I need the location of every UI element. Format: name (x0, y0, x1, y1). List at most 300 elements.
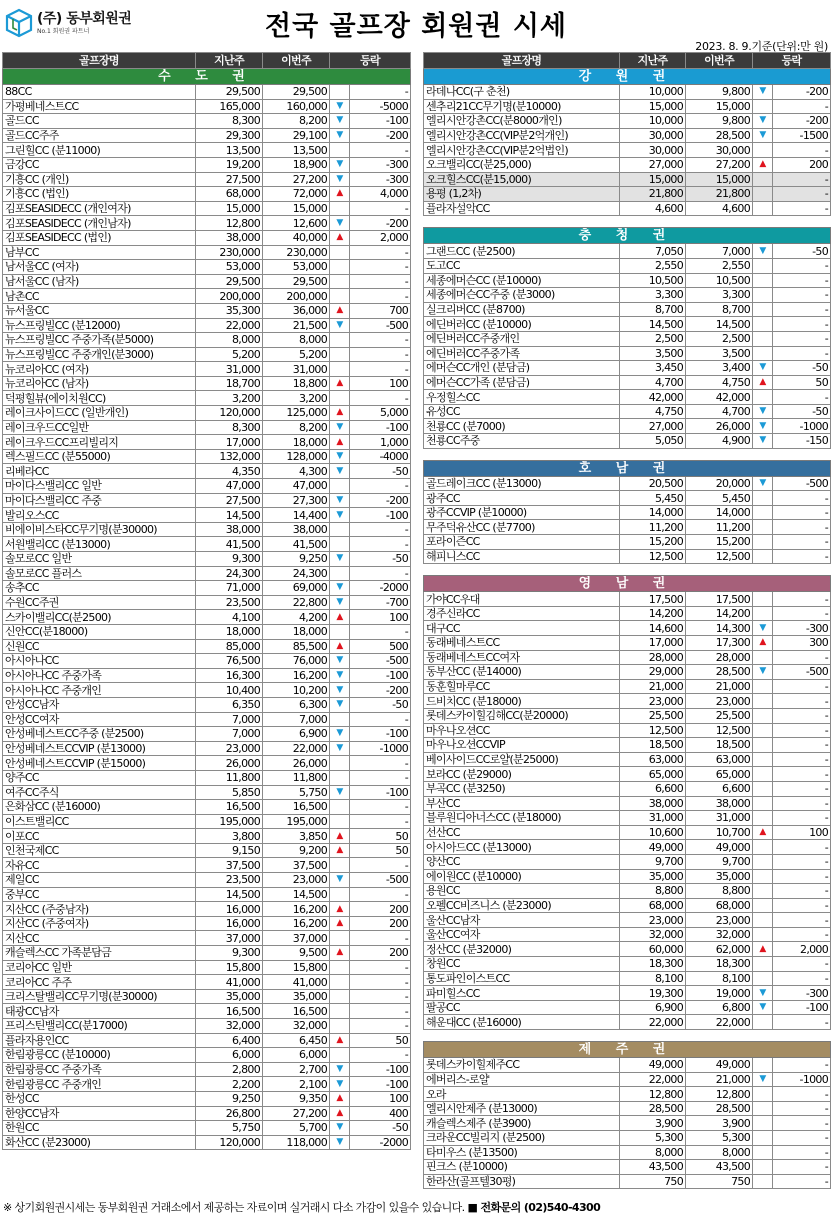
golf-course-name: 크리스탈밸리CC무기명(분30000) (3, 989, 196, 1004)
last-week-price: 8,000 (196, 333, 263, 348)
trend-indicator (330, 697, 350, 712)
this-week-price: 14,000 (686, 505, 753, 520)
price-change: -50 (773, 244, 831, 259)
price-change: 4,000 (350, 187, 411, 202)
triangle-up-icon: ▲ (336, 436, 343, 447)
this-week-price: 32,000 (263, 1019, 330, 1034)
golf-course-name: 신원CC (3, 639, 196, 654)
this-week-price: 28,000 (686, 650, 753, 665)
price-change: - (350, 566, 411, 581)
price-change: - (773, 172, 831, 187)
table-row (424, 1072, 831, 1087)
triangle-down-icon: ▼ (336, 1064, 343, 1075)
trend-indicator (330, 1019, 350, 1034)
last-week-price: 26,800 (196, 1106, 263, 1121)
last-week-price: 5,200 (196, 347, 263, 362)
triangle-down-icon: ▼ (336, 597, 343, 608)
trend-indicator (753, 913, 773, 928)
last-week-price: 12,500 (620, 723, 686, 738)
this-week-price: 24,300 (263, 566, 330, 581)
price-change: - (350, 756, 411, 771)
trend-indicator (753, 1174, 773, 1189)
last-week-price: 85,000 (196, 639, 263, 654)
trend-indicator (753, 1058, 773, 1073)
price-change: - (773, 650, 831, 665)
price-change: - (773, 549, 831, 564)
table-row (424, 636, 831, 651)
table-row (3, 1019, 411, 1034)
table-row (424, 476, 831, 491)
golf-course-name: 여주CC주식 (3, 785, 196, 800)
trend-indicator (330, 552, 350, 567)
triangle-down-icon: ▼ (336, 699, 343, 710)
this-week-price: 6,450 (263, 1033, 330, 1048)
price-change: - (773, 1174, 831, 1189)
this-week-price: 6,800 (686, 1000, 753, 1015)
last-week-price: 37,000 (196, 931, 263, 946)
price-change: 200 (350, 916, 411, 931)
trend-indicator (753, 869, 773, 884)
table-row (424, 317, 831, 332)
this-week-price: 17,300 (686, 636, 753, 651)
this-week-price: 27,200 (686, 157, 753, 172)
this-week-price: 14,500 (263, 887, 330, 902)
trend-indicator (753, 1160, 773, 1175)
price-change: - (773, 723, 831, 738)
golf-course-name: 대구CC (424, 621, 620, 636)
region-title: 수 도 권 (3, 69, 411, 85)
last-week-price: 16,500 (196, 800, 263, 815)
table-row (3, 552, 411, 567)
last-week-price: 6,900 (620, 1000, 686, 1015)
table-row (424, 942, 831, 957)
golf-course-name: 캐슬렉스CC 가족분담금 (3, 946, 196, 961)
trend-indicator (753, 1131, 773, 1146)
triangle-up-icon: ▲ (336, 845, 343, 856)
trend-indicator (753, 244, 773, 259)
table-row (424, 1131, 831, 1146)
trend-indicator (753, 143, 773, 158)
triangle-down-icon: ▼ (759, 406, 766, 417)
golf-course-name: 지산CC (주중남자) (3, 902, 196, 917)
triangle-up-icon: ▲ (336, 918, 343, 929)
triangle-down-icon: ▼ (759, 245, 766, 256)
golf-course-name: 뉴스프링빌CC (분12000) (3, 318, 196, 333)
this-week-price: 38,000 (263, 522, 330, 537)
golf-course-name: 이스트밸리CC (3, 814, 196, 829)
table-row (3, 975, 411, 990)
column-header-this-week: 이번주 (686, 53, 753, 69)
this-week-price: 3,400 (686, 361, 753, 376)
trend-indicator (330, 770, 350, 785)
this-week-price: 29,100 (263, 128, 330, 143)
price-change: - (773, 535, 831, 550)
price-change: -1000 (773, 419, 831, 434)
last-week-price: 27,000 (620, 419, 686, 434)
triangle-down-icon: ▼ (336, 100, 343, 111)
price-change: - (773, 1116, 831, 1131)
table-row (3, 668, 411, 683)
triangle-up-icon: ▲ (336, 830, 343, 841)
golf-course-name: 울산CC남자 (424, 913, 620, 928)
golf-course-name: 그랜드CC (분2500) (424, 244, 620, 259)
trend-indicator (753, 665, 773, 680)
last-week-price: 12,800 (196, 216, 263, 231)
price-change: - (350, 858, 411, 873)
table-row (424, 1058, 831, 1073)
golf-course-name: 도고CC (424, 258, 620, 273)
last-week-price: 35,000 (620, 869, 686, 884)
this-week-price: 14,300 (686, 621, 753, 636)
section-gap (424, 216, 831, 228)
table-row (424, 884, 831, 899)
golf-course-name: 기흥CC (개인) (3, 172, 196, 187)
golf-course-name: 아시아드CC (분13000) (424, 840, 620, 855)
golf-course-name: 한라산(골프텔30평) (424, 1174, 620, 1189)
last-week-price: 23,000 (620, 913, 686, 928)
table-row (3, 1135, 411, 1150)
triangle-down-icon: ▼ (759, 477, 766, 488)
trend-indicator (753, 114, 773, 129)
price-change: 100 (350, 1091, 411, 1106)
region-header-row (424, 228, 831, 244)
table-row (3, 114, 411, 129)
trend-indicator (753, 1101, 773, 1116)
page-title: 전국 골프장 회원권 시세 (264, 11, 568, 42)
trend-indicator (753, 986, 773, 1001)
this-week-price: 28,500 (686, 1101, 753, 1116)
price-change: - (350, 362, 411, 377)
this-week-price: 21,800 (686, 187, 753, 202)
golf-course-name: 제일CC (3, 873, 196, 888)
golf-course-name: 프리스틴밸리CC(분17000) (3, 1019, 196, 1034)
price-change: - (773, 273, 831, 288)
table-row (3, 1091, 411, 1106)
triangle-down-icon: ▼ (759, 987, 766, 998)
table-row (424, 606, 831, 621)
golf-course-name: 코리아CC 일반 (3, 960, 196, 975)
price-change: - (350, 347, 411, 362)
region-title: 충 청 권 (424, 228, 831, 244)
this-week-price: 3,200 (263, 391, 330, 406)
price-change: -50 (773, 404, 831, 419)
triangle-up-icon: ▲ (336, 188, 343, 199)
last-week-price: 7,050 (620, 244, 686, 259)
this-week-price: 6,300 (263, 697, 330, 712)
this-week-price: 65,000 (686, 767, 753, 782)
table-row (3, 537, 411, 552)
last-week-price: 3,450 (620, 361, 686, 376)
last-week-price: 8,300 (196, 420, 263, 435)
trend-indicator (753, 157, 773, 172)
trend-indicator (330, 508, 350, 523)
last-week-price: 49,000 (620, 1058, 686, 1073)
golf-course-name: 양산CC (424, 854, 620, 869)
trend-indicator (330, 260, 350, 275)
trend-indicator (753, 535, 773, 550)
this-week-price: 15,800 (263, 960, 330, 975)
last-week-price: 18,000 (196, 624, 263, 639)
table-row (424, 302, 831, 317)
triangle-down-icon: ▼ (759, 1073, 766, 1084)
table-row (424, 665, 831, 680)
this-week-price: 8,200 (263, 114, 330, 129)
last-week-price: 31,000 (196, 362, 263, 377)
table-row (424, 535, 831, 550)
last-week-price: 35,300 (196, 303, 263, 318)
last-week-price: 19,300 (620, 986, 686, 1001)
trend-indicator (330, 1091, 350, 1106)
golf-course-name: 뉴코리아CC (여자) (3, 362, 196, 377)
last-week-price: 16,000 (196, 916, 263, 931)
triangle-down-icon: ▼ (759, 622, 766, 633)
price-change: -1000 (350, 741, 411, 756)
this-week-price: 31,000 (686, 811, 753, 826)
table-row (424, 157, 831, 172)
golf-course-name: 골드CC (3, 114, 196, 129)
price-change: - (773, 781, 831, 796)
price-change: - (350, 814, 411, 829)
last-week-price: 200,000 (196, 289, 263, 304)
table-row (3, 260, 411, 275)
price-change: -500 (350, 318, 411, 333)
trend-indicator (330, 128, 350, 143)
trend-indicator (753, 1015, 773, 1030)
golf-course-name: 솔모로CC 플러스 (3, 566, 196, 581)
golf-course-name: 용원CC (424, 884, 620, 899)
price-change: 100 (350, 610, 411, 625)
price-change: - (773, 811, 831, 826)
last-week-price: 8,700 (620, 302, 686, 317)
table-row (3, 157, 411, 172)
table-row (3, 493, 411, 508)
date-unit-label: 2023. 8. 9.기준(단위:만 원) (695, 40, 828, 53)
trend-indicator (330, 362, 350, 377)
this-week-price: 16,200 (263, 668, 330, 683)
golf-course-name: 오크밸리CC(분25,000) (424, 157, 620, 172)
golf-course-name: 88CC (3, 85, 196, 100)
section-gap-cell (424, 1030, 831, 1042)
last-week-price: 9,150 (196, 843, 263, 858)
triangle-down-icon: ▼ (336, 670, 343, 681)
price-change: - (773, 390, 831, 405)
trend-indicator (753, 346, 773, 361)
table-row (3, 581, 411, 596)
table-row (424, 781, 831, 796)
this-week-price: 160,000 (263, 99, 330, 114)
price-change: -200 (773, 114, 831, 129)
last-week-price: 132,000 (196, 449, 263, 464)
trend-indicator (330, 654, 350, 669)
disclaimer-text: ※ 상기회원권시세는 동부회원권 거래소에서 제공하는 자료이며 실거래시 다소 가감이 있을수 있습니다. (3, 1201, 465, 1214)
last-week-price: 5,300 (620, 1131, 686, 1146)
trend-indicator (330, 537, 350, 552)
price-change: - (773, 869, 831, 884)
golf-course-name: 그린힐CC (분11000) (3, 143, 196, 158)
golf-course-name: 엘리시안강촌CC(분8000개인) (424, 114, 620, 129)
this-week-price: 118,000 (263, 1135, 330, 1150)
price-change: - (773, 679, 831, 694)
price-change: - (350, 537, 411, 552)
table-row (3, 873, 411, 888)
this-week-price: 30,000 (686, 143, 753, 158)
table-row (424, 723, 831, 738)
table-row (3, 508, 411, 523)
golf-course-name: 수원CC주권 (3, 595, 196, 610)
trend-indicator (753, 375, 773, 390)
table-row (424, 390, 831, 405)
trend-indicator (753, 258, 773, 273)
golf-course-name: 인천국제CC (3, 843, 196, 858)
this-week-price: 5,200 (263, 347, 330, 362)
this-week-price: 2,100 (263, 1077, 330, 1092)
golf-course-name: 남촌CC (3, 289, 196, 304)
golf-course-name: 핀크스 (분10000) (424, 1160, 620, 1175)
this-week-price: 32,000 (686, 927, 753, 942)
this-week-price: 12,500 (686, 549, 753, 564)
triangle-down-icon: ▼ (336, 217, 343, 228)
triangle-up-icon: ▲ (336, 947, 343, 958)
this-week-price: 22,000 (686, 1015, 753, 1030)
golf-course-name: 플라자용인CC (3, 1033, 196, 1048)
golf-course-name: 마우나오션CCVIP (424, 738, 620, 753)
trend-indicator (753, 288, 773, 303)
this-week-price: 28,500 (686, 128, 753, 143)
golf-course-name: 동래베네스트CC여자 (424, 650, 620, 665)
trend-indicator (753, 825, 773, 840)
triangle-up-icon: ▲ (336, 378, 343, 389)
this-week-price: 35,000 (263, 989, 330, 1004)
golf-course-name: 양주CC (3, 770, 196, 785)
table-row (3, 610, 411, 625)
golf-course-name: 에딘버러CC (분10000) (424, 317, 620, 332)
table-row (3, 624, 411, 639)
logo-subtitle: No.1 회원권 파트너 (37, 27, 90, 35)
last-week-price: 10,400 (196, 683, 263, 698)
price-change: -100 (350, 1077, 411, 1092)
price-change: - (350, 245, 411, 260)
triangle-down-icon: ▼ (336, 130, 343, 141)
trend-indicator (330, 843, 350, 858)
table-row (424, 273, 831, 288)
last-week-price: 11,800 (196, 770, 263, 785)
this-week-price: 16,500 (263, 800, 330, 815)
price-change: -150 (773, 434, 831, 449)
trend-indicator (330, 318, 350, 333)
this-week-price: 41,500 (263, 537, 330, 552)
this-week-price: 10,200 (263, 683, 330, 698)
last-week-price: 750 (620, 1174, 686, 1189)
price-change: - (773, 1015, 831, 1030)
golf-course-name: 리베라CC (3, 464, 196, 479)
golf-course-name: 통도파인이스트CC (424, 971, 620, 986)
price-change: - (773, 187, 831, 202)
trend-indicator (330, 610, 350, 625)
last-week-price: 27,500 (196, 493, 263, 508)
trend-indicator (330, 814, 350, 829)
golf-course-name: 마우나오션CC (424, 723, 620, 738)
this-week-price: 12,600 (263, 216, 330, 231)
price-change: 200 (350, 946, 411, 961)
golf-course-name: 안성베네스트CCVIP (분15000) (3, 756, 196, 771)
last-week-price: 35,000 (196, 989, 263, 1004)
last-week-price: 32,000 (196, 1019, 263, 1034)
price-change: 100 (350, 376, 411, 391)
last-week-price: 27,500 (196, 172, 263, 187)
golf-course-name: 아시아나CC (3, 654, 196, 669)
last-week-price: 8,000 (620, 1145, 686, 1160)
triangle-down-icon: ▼ (759, 115, 766, 126)
golf-course-name: 비에이비스타CC무기명(분30000) (3, 522, 196, 537)
trend-indicator (330, 566, 350, 581)
trend-indicator (753, 971, 773, 986)
trend-indicator (753, 723, 773, 738)
triangle-down-icon: ▼ (336, 319, 343, 330)
trend-indicator (330, 230, 350, 245)
this-week-price: 47,000 (263, 479, 330, 494)
last-week-price: 22,000 (620, 1072, 686, 1087)
price-change: - (773, 606, 831, 621)
trend-indicator (330, 216, 350, 231)
table-row (424, 434, 831, 449)
this-week-price: 9,800 (686, 114, 753, 129)
golf-course-name: 용평 (1,2차) (424, 187, 620, 202)
last-week-price: 63,000 (620, 752, 686, 767)
this-week-price: 2,700 (263, 1062, 330, 1077)
trend-indicator (330, 785, 350, 800)
golf-course-name: 지산CC (3, 931, 196, 946)
golf-course-name: 천룡CC (분7000) (424, 419, 620, 434)
last-week-price: 4,600 (620, 201, 686, 216)
table-row (3, 1106, 411, 1121)
triangle-down-icon: ▼ (759, 1002, 766, 1013)
golf-course-name: 플라자설악CC (424, 201, 620, 216)
last-week-price: 3,500 (620, 346, 686, 361)
last-week-price: 68,000 (620, 898, 686, 913)
last-week-price: 71,000 (196, 581, 263, 596)
price-change: - (350, 85, 411, 100)
table-row (3, 172, 411, 187)
price-change: - (773, 913, 831, 928)
triangle-down-icon: ▼ (336, 874, 343, 885)
triangle-down-icon: ▼ (759, 435, 766, 446)
last-week-price: 31,000 (620, 811, 686, 826)
price-change: -200 (350, 493, 411, 508)
triangle-up-icon: ▲ (336, 1107, 343, 1118)
triangle-down-icon: ▼ (759, 420, 766, 431)
triangle-down-icon: ▼ (336, 1137, 343, 1148)
golf-course-name: 오펠CC비즈니스 (분23000) (424, 898, 620, 913)
trend-indicator (753, 99, 773, 114)
last-week-price: 4,350 (196, 464, 263, 479)
this-week-price: 14,400 (263, 508, 330, 523)
table-row (3, 843, 411, 858)
golf-course-name: 해피니스CC (424, 549, 620, 564)
trend-indicator (330, 727, 350, 742)
trend-indicator (753, 636, 773, 651)
price-change: 2,000 (350, 230, 411, 245)
triangle-down-icon: ▼ (336, 494, 343, 505)
golf-course-name: 이포CC (3, 829, 196, 844)
table-row (3, 683, 411, 698)
trend-indicator (753, 1072, 773, 1087)
trend-indicator (330, 479, 350, 494)
this-week-price: 42,000 (686, 390, 753, 405)
last-week-price: 29,500 (196, 85, 263, 100)
trend-indicator (753, 505, 773, 520)
golf-course-name: 뉴스프링빌CC 주중가족(분5000) (3, 333, 196, 348)
this-week-price: 16,500 (263, 1004, 330, 1019)
